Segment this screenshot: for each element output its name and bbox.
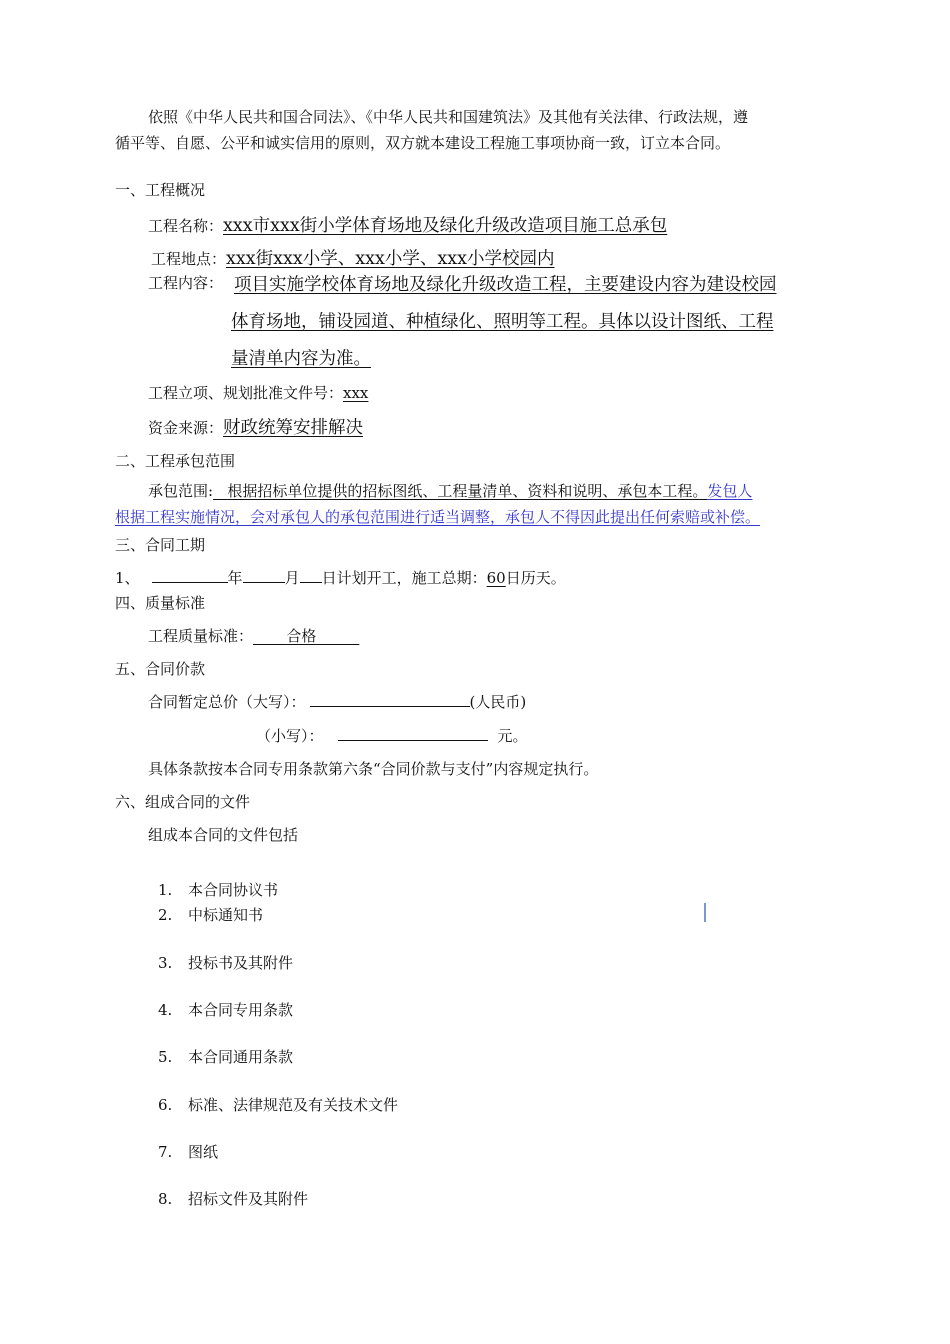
scope-text-black: 根据招标单位提供的招标图纸、工程量清单、资料和说明、承包本工程。 bbox=[227, 482, 708, 500]
approval-label: 工程立项、规划批准文件号： bbox=[148, 384, 344, 402]
quality-label: 工程质量标准： bbox=[148, 627, 254, 645]
scope-line-1 bbox=[148, 480, 752, 501]
price-lower-row bbox=[256, 725, 528, 746]
price-lower-unit: 元。 bbox=[497, 727, 528, 745]
project-content-line-3: 量清单内容为准。 bbox=[231, 349, 371, 369]
month-blank[interactable] bbox=[243, 568, 285, 583]
project-content-line-1: 项目实施学校体育场地及绿化升级改造工程，主要建设内容为建设校园 bbox=[234, 275, 777, 295]
price-note: 具体条款按本合同专用条款第六条“合同价款与支付”内容规定执行。 bbox=[148, 760, 599, 778]
price-upper-unit: (人民币) bbox=[469, 693, 527, 711]
fund-value: 财政统筹安排解决 bbox=[223, 418, 364, 438]
document-item: 1. 本合同协议书 bbox=[158, 881, 279, 899]
project-name-value: xxx市xxx街小学体育场地及绿化升级改造项目施工总承包 bbox=[223, 216, 668, 236]
quality-row bbox=[148, 625, 359, 646]
document-item: 3. 投标书及其附件 bbox=[158, 954, 294, 972]
fund-label: 资金来源： bbox=[148, 419, 224, 437]
approval-value: xxx bbox=[343, 384, 369, 402]
scope-text-blue-1: 发包人 bbox=[707, 482, 753, 500]
section-2-heading: 二、工程承包范围 bbox=[115, 452, 236, 470]
preamble-line-1: 依照《中华人民共和国合同法》、《中华人民共和国建筑法》及其他有关法律、行政法规，遵 bbox=[148, 108, 749, 126]
price-upper-row bbox=[148, 691, 526, 712]
project-location-label: 工程地点： bbox=[151, 250, 227, 268]
project-content-line-2: 体育场地，铺设园道、种植绿化、照明等工程。具体以设计图纸、工程 bbox=[231, 312, 774, 332]
document-item: 2. 中标通知书 bbox=[158, 906, 264, 924]
duration-days: 60 bbox=[486, 569, 506, 587]
section-4-heading: 四、质量标准 bbox=[115, 594, 206, 612]
schedule-item-no: 1、 bbox=[115, 569, 140, 587]
project-name-row bbox=[148, 212, 667, 237]
approval-row bbox=[148, 382, 368, 403]
project-location-row bbox=[151, 245, 554, 270]
section-1-heading: 一、工程概况 bbox=[115, 181, 206, 199]
text-cursor bbox=[704, 903, 706, 922]
section-6-heading: 六、组成合同的文件 bbox=[115, 793, 251, 811]
project-location-value: xxx街xxx小学、xxx小学、xxx小学校园内 bbox=[226, 249, 555, 269]
day-blank[interactable] bbox=[300, 568, 322, 583]
documents-intro: 组成本合同的文件包括 bbox=[148, 826, 299, 844]
scope-line-2: 根据工程实施情况，会对承包人的承包范围进行适当调整，承包人不得因此提出任何索赔或补偿。 bbox=[115, 508, 761, 526]
duration-unit: 日历天。 bbox=[505, 569, 566, 587]
month-label: 月 bbox=[284, 569, 300, 587]
project-name-label: 工程名称： bbox=[148, 217, 224, 235]
day-text: 日计划开工，施工总期： bbox=[321, 569, 487, 587]
preamble-line-2: 循平等、自愿、公平和诚实信用的原则，双方就本建设工程施工事项协商一致，订立本合同。 bbox=[115, 134, 731, 152]
price-upper-blank[interactable] bbox=[310, 692, 470, 707]
price-lower-blank[interactable] bbox=[338, 726, 488, 741]
schedule-row bbox=[115, 567, 566, 588]
document-item: 7. 图纸 bbox=[158, 1143, 219, 1161]
year-label: 年 bbox=[227, 569, 243, 587]
price-upper-label: 合同暂定总价（大写）： bbox=[148, 693, 306, 711]
quality-value: 合格 bbox=[286, 627, 317, 645]
section-5-heading: 五、合同价款 bbox=[115, 660, 206, 678]
document-item: 8. 招标文件及其附件 bbox=[158, 1190, 309, 1208]
project-content-label: 工程内容： bbox=[148, 274, 224, 292]
document-item: 4. 本合同专用条款 bbox=[158, 1001, 294, 1019]
fund-row bbox=[148, 414, 363, 439]
section-3-heading: 三、合同工期 bbox=[115, 536, 206, 554]
document-item: 5. 本合同通用条款 bbox=[158, 1048, 294, 1066]
document-item: 6. 标准、法律规范及有关技术文件 bbox=[158, 1096, 399, 1114]
scope-label: 承包范围: bbox=[148, 482, 214, 500]
year-blank[interactable] bbox=[152, 568, 228, 583]
price-lower-label: （小写）： bbox=[256, 727, 324, 745]
